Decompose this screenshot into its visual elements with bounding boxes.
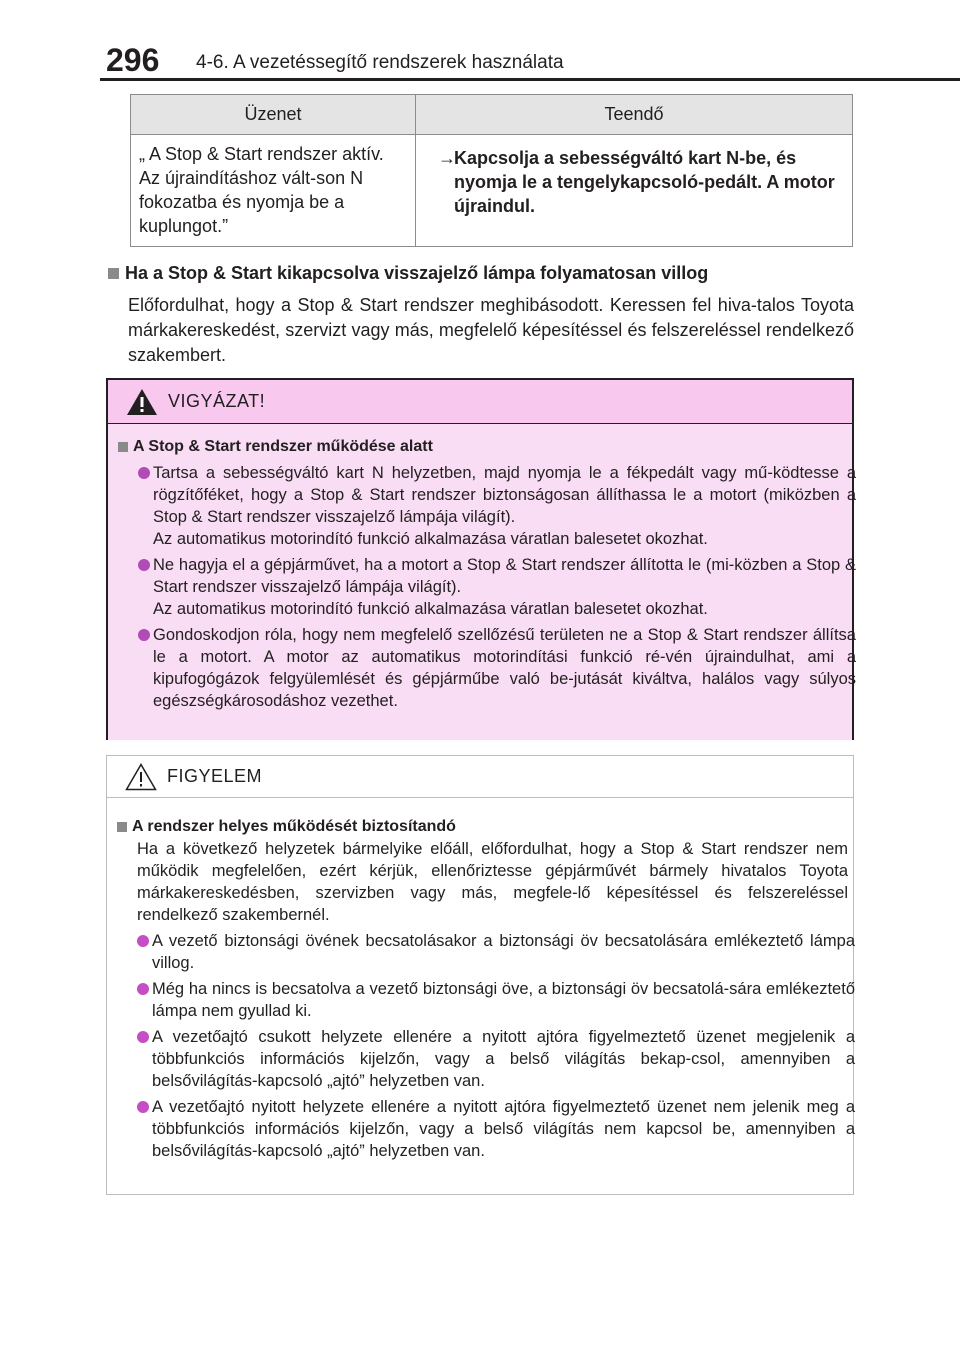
- square-bullet-icon: [118, 442, 128, 452]
- square-bullet-icon: [117, 822, 127, 832]
- notice-label: FIGYELEM: [167, 766, 263, 786]
- notice-subtitle: [117, 816, 843, 838]
- warning-list: [118, 462, 856, 712]
- square-bullet-icon: [108, 268, 119, 279]
- section-body: Előfordulhat, hogy a Stop & Start rendszer meghibásodott. Keressen fel hiva-talos Toyota márkakereskedést, szervizt vagy más, megfelelő képesítéssel és felszereléssel rendelkező szakembert.: [128, 295, 854, 365]
- warning-body: [108, 424, 856, 740]
- action-text: Kapcsolja a sebességváltó kart N-be, és nyomja le a tengelykapcsoló-pedált. A motor újraindul.: [454, 148, 835, 216]
- warning-subtitle: [118, 436, 842, 458]
- column-header-action: Teendő: [604, 104, 664, 124]
- list-item: [118, 624, 856, 712]
- list-item-text: A vezetőajtó nyitott helyzete ellenére a nyitott ajtóra figyelmeztető üzenet nem jelenik meg a többfunkciós információs kijelzőn, vagy a belső világítás nem kapcsol be, amennyiben a belsővilágítás-kapcsoló „ajtó” helyzetben van.: [152, 1098, 855, 1160]
- notice-box: [106, 755, 854, 1195]
- warning-header: [108, 380, 852, 424]
- list-item-text: Ne hagyja el a gépjárművet, ha a motort a Stop & Start rendszer állította le (mi-közben a Stop & Start rendszer visszajelző lámpája világít).: [153, 556, 856, 596]
- list-item: [117, 978, 855, 1022]
- page-number: 296: [106, 42, 160, 78]
- bullet-dot-icon: [138, 467, 150, 479]
- warning-subtitle-text: A Stop & Start rendszer működése alatt: [133, 438, 433, 455]
- message-table: [130, 94, 853, 247]
- section-heading-text: Ha a Stop & Start kikapcsolva visszajelző lámpa folyamatosan villog: [125, 263, 709, 283]
- chapter-title: 4-6. A vezetéssegítő rendszerek használata: [196, 52, 564, 73]
- notice-list: [117, 930, 855, 1162]
- bullet-dot-icon: [138, 629, 150, 641]
- list-item: [117, 930, 855, 974]
- section-heading: [108, 263, 708, 284]
- bullet-dot-icon: [138, 559, 150, 571]
- list-item: [117, 1096, 855, 1162]
- warning-label: VIGYÁZAT!: [168, 391, 266, 411]
- bullet-dot-icon: [137, 1031, 149, 1043]
- header-divider: [100, 78, 960, 81]
- arrow-icon: →: [438, 148, 456, 168]
- table-header: [131, 95, 852, 135]
- notice-header: [107, 756, 853, 798]
- bullet-dot-icon: [137, 983, 149, 995]
- column-header-message: Üzenet: [131, 95, 416, 134]
- notice-subtitle-text: A rendszer helyes működését biztosítandó: [132, 818, 456, 835]
- list-item-text: A vezetőajtó csukott helyzete ellenére a nyitott ajtóra figyelmeztető üzenet megjelenik a többfunkciós információs kijelzőn, vagy a belső világítás bekap-csol, amennyiben a belsővilágítás-kapcsoló „ajtó” helyzetben van.: [152, 1028, 855, 1090]
- bullet-dot-icon: [137, 935, 149, 947]
- list-item: [118, 462, 856, 550]
- table-row: [131, 135, 852, 246]
- list-item: [118, 554, 856, 620]
- list-item-note: Az automatikus motorindító funkció alkalmazása váratlan balesetet okozhat.: [153, 600, 708, 618]
- list-item-text: Gondoskodjon róla, hogy nem megfelelő szellőzésű területen ne a Stop & Start rendszer állítsa le a motort. A motor az automatikus motorindítási funkció ré-vén újraindulhat, ami a kipufogógázok felgyülemlését és gépjárműbe való be-jutását kiváltva, halálos vagy súlyos egészségkárosodáshoz vezethet.: [153, 626, 856, 710]
- warning-triangle-icon: [126, 388, 158, 416]
- action-cell: [416, 135, 852, 246]
- list-item-note: Az automatikus motorindító funkció alkalmazása váratlan balesetet okozhat.: [153, 530, 708, 548]
- warning-box: [106, 378, 854, 740]
- list-item-text: Még ha nincs is becsatolva a vezető biztonsági öve, a biztonsági öv becsatolá-sára emlékeztető lámpa nem gyullad ki.: [152, 980, 855, 1020]
- list-item-text: A vezető biztonsági övének becsatolásakor a biztonsági öv becsatolására emlékeztető lámpa villog.: [152, 932, 855, 972]
- message-cell: „ A Stop & Start rendszer aktív. Az újraindításhoz vált-son N fokozatba és nyomja be a kuplungot.”: [131, 135, 416, 246]
- notice-body: [107, 798, 853, 1162]
- caution-triangle-icon: [125, 763, 157, 791]
- notice-intro: Ha a következő helyzetek bármelyike előáll, előfordulhat, hogy a Stop & Start rendszer nem működik megfelelően, ezért kérjük, ellenőriztesse gépjárművét bármely hivatalos Toyota márkakereskedésben, szervizben vagy más, megfele-lő képesítéssel és felszereléssel rendelkező szakembernél.: [137, 840, 848, 924]
- list-item-text: Tartsa a sebességváltó kart N helyzetben, majd nyomja le a fékpedált vagy mű-ködtesse a rögzítőféket, hogy a Stop & Start rendszer biztonságosan állíthassa le a motort (miközben a Stop & Start rendszer visszajelző lámpája világít).: [153, 464, 856, 526]
- bullet-dot-icon: [137, 1101, 149, 1113]
- list-item: [117, 1026, 855, 1092]
